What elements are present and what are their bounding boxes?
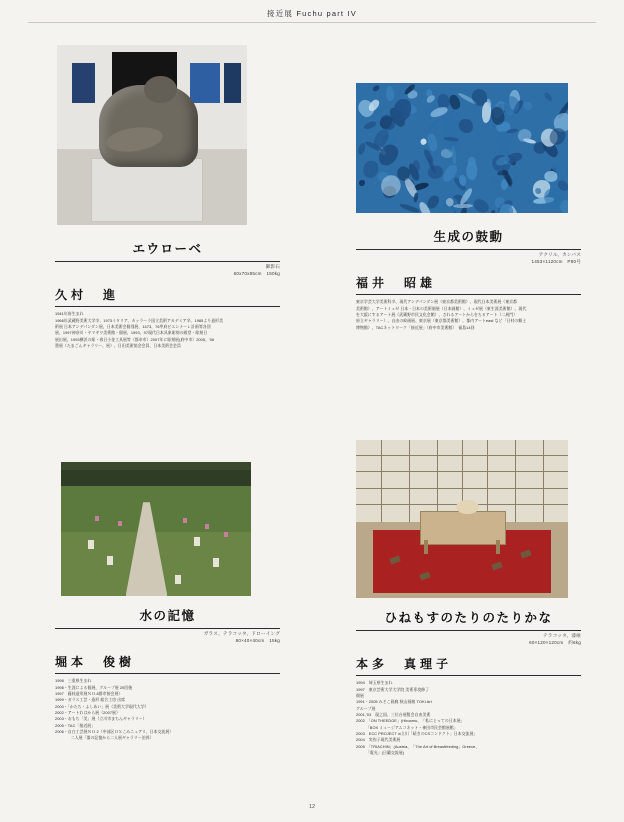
artwork-title: 水の記憶 <box>139 609 196 623</box>
artwork-photo-tatami-room <box>356 440 568 598</box>
bio-line: 1991・2005 みそこ画廊 秋山画廊 TOKI Art <box>356 699 432 705</box>
bio-line: 1998 三重県生まれ <box>55 678 92 684</box>
artwork-medium: アクリル、カンバス <box>538 252 581 257</box>
artist-bio <box>55 678 280 741</box>
bio-line: 1997 東京芸術大学大学院 美術専攻修了 <box>356 686 430 692</box>
artwork-dimensions: 80×40×40cm 15kg <box>235 637 280 643</box>
artist-name: 堀本 俊樹 <box>55 655 136 670</box>
bio-line: 展、1997神奈川・ヤマギワ美術館・個展、1993、97現代日本具象彫刻の殿堂・彫刻日 <box>55 330 208 336</box>
bio-line: 2005 「TRIACHIN」(Austria、「The Art of Breastfeeding」Greece、 <box>356 743 480 749</box>
bio-line: 「電光」(日蘭交流展) <box>356 749 405 755</box>
artist-divider <box>356 294 581 295</box>
page-number: 12 <box>308 804 316 810</box>
artwork-dimensions: 1453×1120cm P80号 <box>531 258 581 264</box>
bio-line: 墨展（たまごんギャラリー、展）、日田美術協会会員、日本美術会会員 <box>55 342 181 348</box>
artwork-dimensions: 60×120×120cm 約6kg <box>529 639 581 645</box>
artwork-title: エウローベ <box>132 242 203 256</box>
header-divider <box>28 22 596 23</box>
artist-bio <box>55 311 280 349</box>
bio-line: 2003・おもち「美」展（立川市まちんギャラリー） <box>55 716 147 722</box>
catalog-entry <box>356 45 581 331</box>
bio-line: 展出展、1993横浜の彫・春日小金工具展等（都申市）2007年に彫刻展(府中市）2005、'06 <box>55 336 215 342</box>
artwork-photo-installation <box>61 462 251 596</box>
bio-line: 博物館）、TACネットワーク「接近展」（府中市美術館） 福島14回 <box>356 324 475 330</box>
artwork-medium: テラコッタ、漆喰 <box>543 633 581 638</box>
title-divider <box>55 628 280 629</box>
artist-name: 福井 昭雄 <box>356 276 437 291</box>
bio-line: 二人展「器の記憶から二人展ギャラリー治界） <box>55 735 154 741</box>
bio-line: 2002・アートわはから展（2007展） <box>55 709 120 715</box>
page-header: 接近展 Fuchu part IV <box>266 9 357 18</box>
bio-line: を大阪にするアート展（武蔵野市民文化会館）、されるアートからをちるアート（二展門） <box>356 311 518 317</box>
title-divider <box>356 249 581 250</box>
artwork-title: 生成の鼓動 <box>433 230 504 244</box>
artist-bio <box>356 680 581 756</box>
bio-line: 2001,'03 現之国、三位台展覧会自由美術 <box>356 711 431 717</box>
bio-line: 「BOX ミュージアムコネット・神田市民会館展館」 <box>356 724 458 730</box>
artwork-medium: 御影石 <box>265 264 280 269</box>
artwork-photo-sculpture <box>57 45 247 225</box>
catalog-entry <box>55 440 280 742</box>
bio-line: 1966年武蔵野美術大学卒、1973イタリア、カッラーラ国立美術アカデミア卒、1985より造形美 <box>55 317 224 323</box>
artist-divider <box>356 675 581 676</box>
artist-bio <box>356 299 581 331</box>
bio-line: 2002 「ON THEEDGE」(Hiroamu、「私にとっての日本展」 <box>356 718 465 724</box>
bio-line: 1994 埼玉県生まれ <box>356 680 393 686</box>
artwork-photo-painting <box>356 83 568 213</box>
bio-line: 1998・生涯による個展、グループ展 20回後 <box>55 684 133 690</box>
bio-line: 術展 日本アンデパンダン展、日本美術会個別展、1473、76甲府ビエンナーレ計画等各回 <box>55 323 211 329</box>
artist-divider <box>55 306 280 307</box>
title-divider <box>55 261 280 262</box>
bio-line: 東京学芸大学美術科卒、現代アンデパンダン展（東京都美術館）、現代日本美術展（東京都 <box>356 299 518 305</box>
artist-divider <box>55 673 280 674</box>
bio-line: 2005・TAC「接近展」 <box>55 722 96 728</box>
catalog-entry <box>356 440 581 756</box>
catalog-entry <box>55 45 280 349</box>
bio-line: グループ展 <box>356 705 376 711</box>
artwork-dimensions: 60x70x85cm 150kg <box>233 270 280 276</box>
bio-line: 2004 実弥子現代美術展 <box>356 737 401 743</box>
bio-line: 美術館）、アートミュゼ 日本・日本の美術個展（日本画館）、ミュゼ展（東生涯美術館）、現代 <box>356 305 527 311</box>
artist-name: 久村 進 <box>55 288 120 303</box>
bio-line: 府立ギャラリー）、自由の絵画展、東京展（東京都美術館）、都内アートeast など「日村の郷土 <box>356 318 527 324</box>
artwork-medium: ガラス、テラコッタ、ドローイング <box>203 631 280 636</box>
bio-line: 個展 <box>356 692 364 698</box>
bio-line: 1997 藤枝造形展ＮＯ.8群市接会展） <box>55 690 123 696</box>
bio-line: 1999・ガラス工芸・造形 総合工房 出席 <box>55 697 126 703</box>
bio-line: 2006・自白工芸展ＮＯ.2（中部区ＯＸこみニュアリ、日本交流展） <box>55 728 174 734</box>
bio-line: 2000・「かたち・ふしあい」展（美術大学現代大学） <box>55 703 149 709</box>
artist-name: 本多 真理子 <box>356 657 453 672</box>
bio-line: 2003 ECC PROJECT in立川「続きのCSコンドクト」日本交流展」 <box>356 730 478 736</box>
bio-line: 1941年府生まれ <box>55 311 84 317</box>
artwork-title: ひねもすのたりのたりかな <box>384 611 553 625</box>
title-divider <box>356 630 581 631</box>
